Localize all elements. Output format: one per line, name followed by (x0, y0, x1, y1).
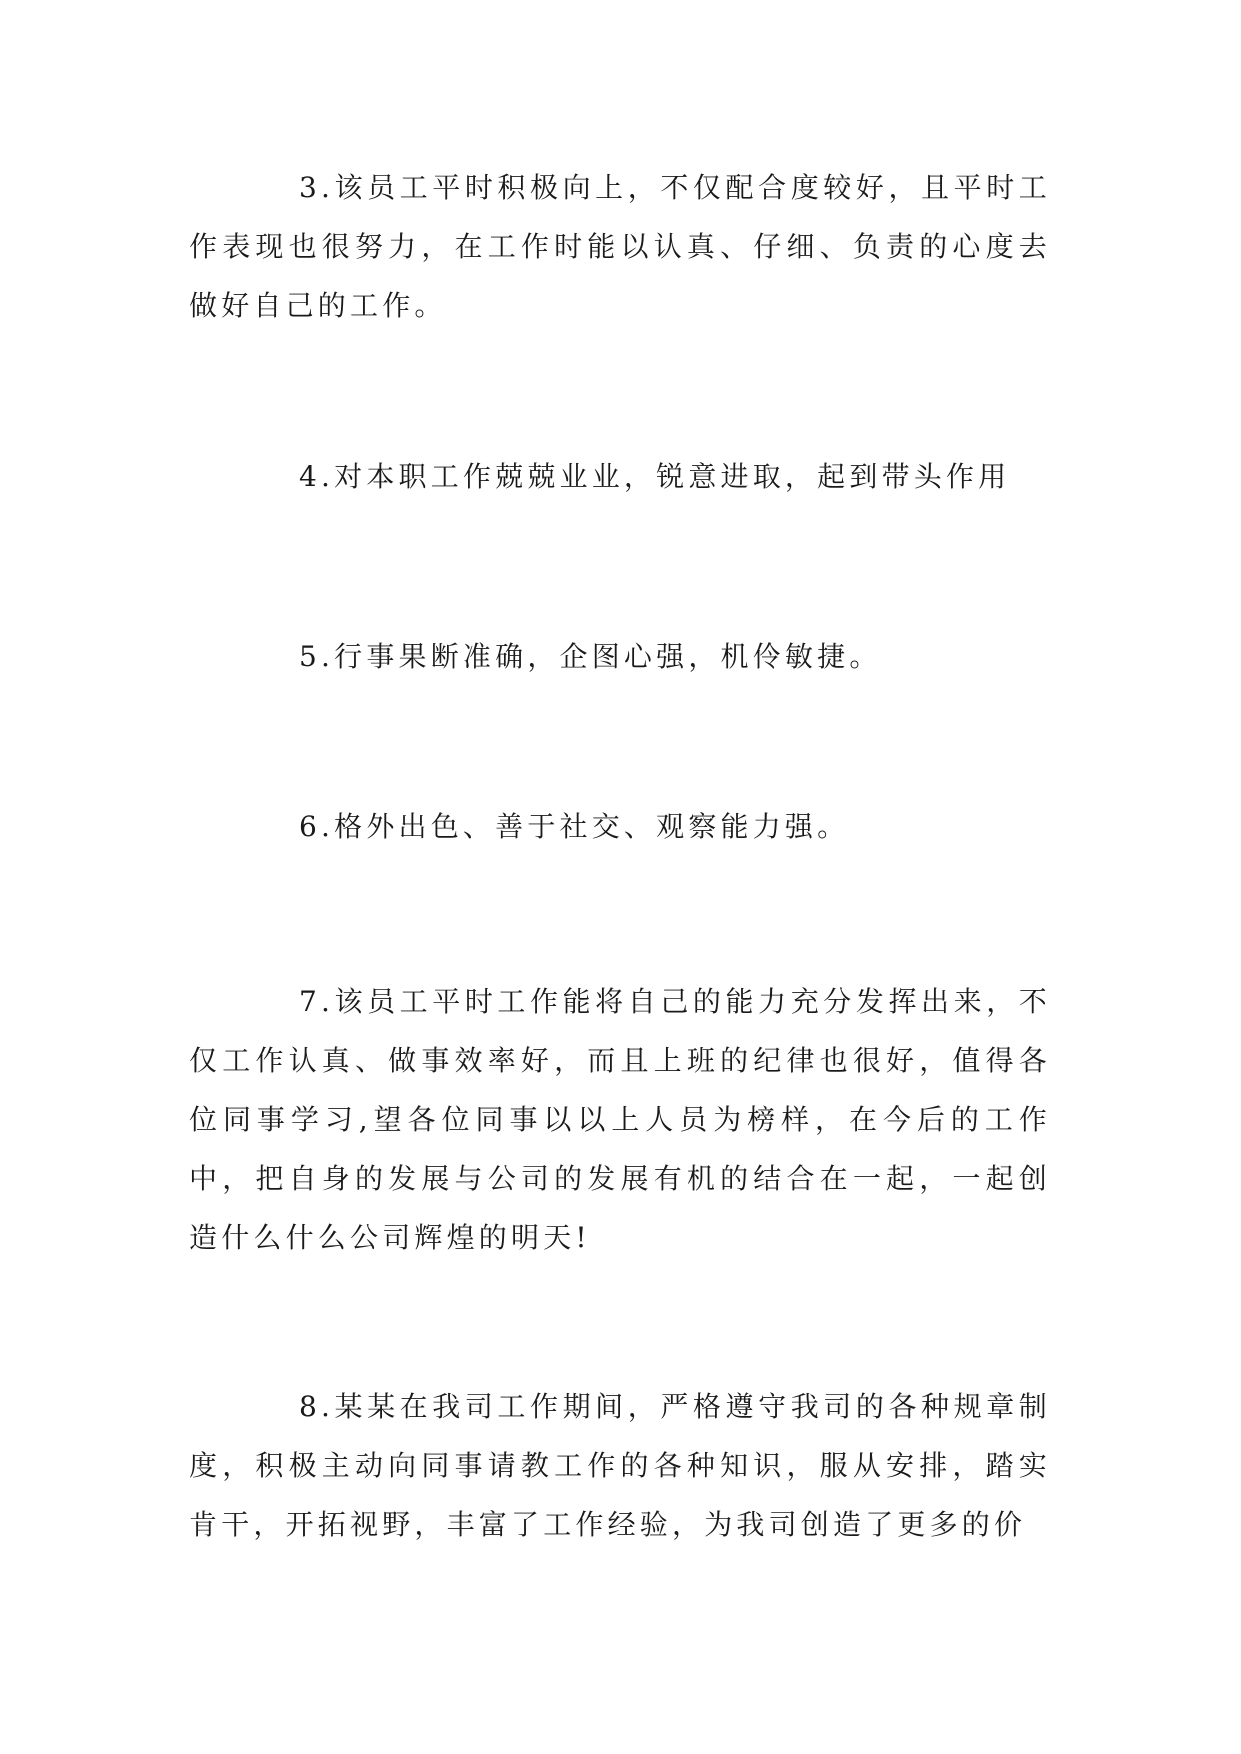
paragraph-6: 6.格外出色、善于社交、观察能力强。 (299, 810, 850, 843)
paragraph-7: 7.该员工平时工作能将自己的能力充分发挥出来，不仅工作认真、做事效率好，而且上班的纪律也很好，值得各位同事学习,望各位同事以以上人员为榜样，在今后的工作中，把自身的发展与公司的发展有机的结合在一起，一起创造什么什么公司辉煌的明天! (189, 985, 1051, 1254)
paragraph-4: 4.对本职工作兢兢业业，锐意进取，起到带头作用 (299, 460, 1011, 493)
paragraph-3: 3.该员工平时积极向上，不仅配合度较好，且平时工作表现也很努力，在工作时能以认真、仔细、负责的心度去做好自己的工作。 (189, 171, 1051, 322)
paragraph-5: 5.行事果断准确，企图心强，机伶敏捷。 (299, 640, 882, 673)
paragraph-8: 8.某某在我司工作期间，严格遵守我司的各种规章制度，积极主动向同事请教工作的各种知识，服从安排，踏实肯干，开拓视野，丰富了工作经验，为我司创造了更多的价 (189, 1390, 1051, 1541)
